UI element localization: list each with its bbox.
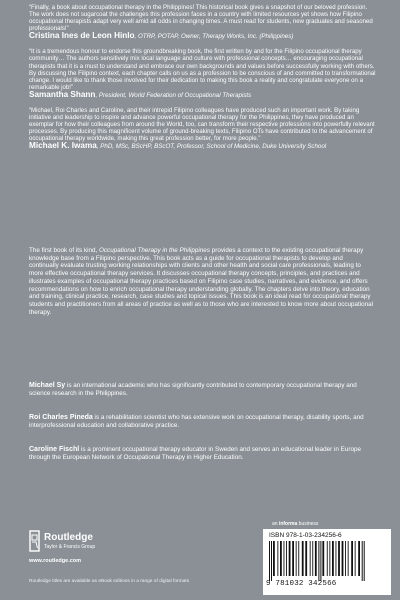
endorsement-attribution — [29, 91, 379, 100]
endorser-role: , OTRP, POTAP, Owner, Therapy Works, Inc. (Philippines) — [134, 33, 294, 41]
barcode-digits: 9 781032 342566 — [266, 580, 337, 588]
author-bio — [29, 446, 374, 461]
endorser-name: Michael K. Iwama — [29, 141, 97, 151]
barcode-icon — [267, 541, 387, 581]
endorsement-quote: “Michael, Roi Charles and Caroline, and their intrepid Filipino colleagues have produced such an important work. By taking initiative and leadership to inspire and advance powerful occupational therapy for the Philippines, they have produced an exemplar for how their colleagues from around the World, too, can transform their respective professions into powerfully relevant processes. By producing this magnificent volume of ground-breaking texts, Filipino OTs have contributed to the advancement of occupational therapy worldwide, making this great profession better, for more people.” — [29, 106, 375, 143]
informa-prefix: an — [272, 521, 279, 527]
publisher-subtitle: Taylor & Francis Group — [44, 544, 96, 550]
endorsements — [29, 4, 379, 158]
informa-suffix: business — [297, 521, 319, 527]
author-bio — [29, 382, 374, 397]
endorser-name: Samantha Shann — [29, 89, 96, 99]
isbn-barcode — [263, 529, 391, 595]
endorsement-attribution — [29, 142, 379, 151]
author-name: Michael Sy — [29, 382, 66, 389]
isbn-label: ISBN 978-1-03-234256-6 — [269, 532, 342, 539]
endorser-role: , PhD, MSc, BScHP, BScOT, Professor, School of Medicine, Duke University School — [96, 143, 327, 151]
description-body: provides a context to the existing occupational therapy knowledge base from a Filipino perspective. This book acts as a guide for occupational therapists to develop and continually evaluate trusting working relationships with clients and other health and social care professionals, leading to more effective occupational therapy services. It discusses occupational therapy concepts, principles, and practices and illustrates examples of occupational therapy practices based on Filipino case studies, narratives, and evidence, and offers recommendations on how to enrich occupational therapy understanding globally. The chapters delve into theory, education and training, clinical practice, research, case studies and topical issues. This book is an ideal read for occupational therapy students and practitioners from all areas of practice as well as to those who are interested to know more about occupational therapy. — [29, 247, 374, 316]
author-bio-text: is a prominent occupational therapy educator in Sweden and serves an educational leader in Europe through the European Network of Occupational Therapy in Higher Education. — [29, 446, 361, 461]
endorsement-quote: “Finally, a book about occupational therapy in the Philippines! This historical book gives a snapshot of our beloved profession. The work does not sugarcoat the challenges this profession faces in a country with limited resources yet shows how Filipino occupational therapists adapt very well amid all odds in changing times. A must read for students, new graduates and seasoned professionals!” — [29, 4, 373, 33]
endorsement-quote: “It is a tremendous honour to endorse this groundbreaking book, the first written by and for the Filipino occupational therapy community… The authors sensitively mix local language and culture with professional concepts… encouraging occupational therapists that it is a must to understand and embrace our own backgrounds and values before successfully working with others. By discussing the Filipino context, each chapter calls on us as a profession to be conscious of and committed to transformational change. I would like to thank those involved for their dedication to making this book a reality and congratulate everyone on a remarkable job!” — [29, 48, 376, 91]
description-lead: The first book of its kind, — [29, 247, 99, 254]
publisher-url: www.routledge.com — [29, 558, 82, 564]
ebook-note: Routledge titles are available as eBook editions in a range of digital formats — [29, 579, 189, 584]
informa-brand: informa — [278, 521, 298, 527]
endorser-name: Cristina Ines de Leon Hinlo — [29, 31, 135, 41]
author-name: Roi Charles Pineda — [29, 414, 93, 421]
author-bio-text: is a rehabilitation scientist who has extensive work on occupational therapy, disability sports, and interprofessional education and collaborative practice. — [29, 414, 364, 429]
publisher-logo — [29, 528, 179, 568]
endorsement-attribution — [29, 32, 379, 41]
author-bio — [29, 414, 374, 429]
routledge-logo-icon — [29, 528, 179, 568]
book-title: Occupational Therapy in the Philippines — [99, 247, 210, 254]
publisher-name: Routledge — [44, 532, 93, 543]
endorser-role: , President, World Federation of Occupational Therapists — [95, 91, 252, 99]
informa-tag — [272, 521, 318, 527]
book-description — [29, 247, 374, 316]
author-bio-text: is an international academic who has significantly contributed to contemporary occupational therapy and science research in the Philippines. — [29, 382, 357, 397]
author-name: Caroline Fischl — [29, 446, 80, 453]
